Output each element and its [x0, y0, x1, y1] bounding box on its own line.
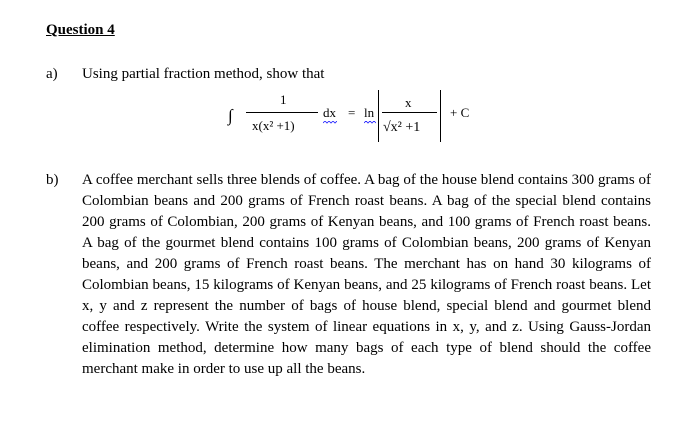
lhs-numerator: 1 — [280, 92, 287, 107]
abs-bar-right — [440, 90, 441, 142]
constant-term: + C — [450, 105, 470, 120]
question-title: Question 4 — [46, 22, 115, 38]
ln-spell-underline — [364, 121, 376, 124]
integral-equation — [228, 90, 478, 146]
part-a-instruction: Using partial fraction method, show that — [82, 66, 325, 82]
lhs-fraction-bar — [246, 112, 318, 113]
ln-term: ln — [364, 105, 375, 120]
integral-sign: ∫ — [228, 106, 233, 125]
rhs-denominator: √x² +1 — [383, 120, 421, 135]
part-a-label: a) — [46, 66, 58, 82]
part-b-label: b) — [46, 172, 59, 188]
equals-sign: = — [348, 105, 356, 120]
dx-spell-underline — [323, 121, 337, 124]
rhs-numerator: x — [405, 95, 412, 110]
abs-bar-left — [378, 90, 379, 142]
dx-term: dx — [323, 105, 336, 120]
rhs-fraction-bar — [382, 112, 437, 113]
part-b-problem-text: A coffee merchant sells three blends of coffee. A bag of the house blend contains 300 grams of Colombian beans and 200 grams of French roast beans. A bag of the special blend contains 200 grams of Colombian, 200 grams of Kenyan beans, and 100 grams of French roast beans. A bag of the gourmet blend contains 100 grams of Colombian beans, 200 grams of Kenyan beans, and 200 grams of French roast beans. The merchant has on hand 30 kilograms of Colombian beans, 15 kilograms of Kenyan beans, and 25 kilograms of French roast beans. Let x, y and z represent the number of bags of house blend, special blend and gourmet blend coffee respectively. Write the system of linear equations in x, y, and z. Using Gauss-Jordan elimination method, determine how many bags of each type of blend should the coffee merchant make in order to use up all the beans. — [82, 172, 651, 377]
lhs-denominator: x(x² +1) — [252, 118, 295, 133]
